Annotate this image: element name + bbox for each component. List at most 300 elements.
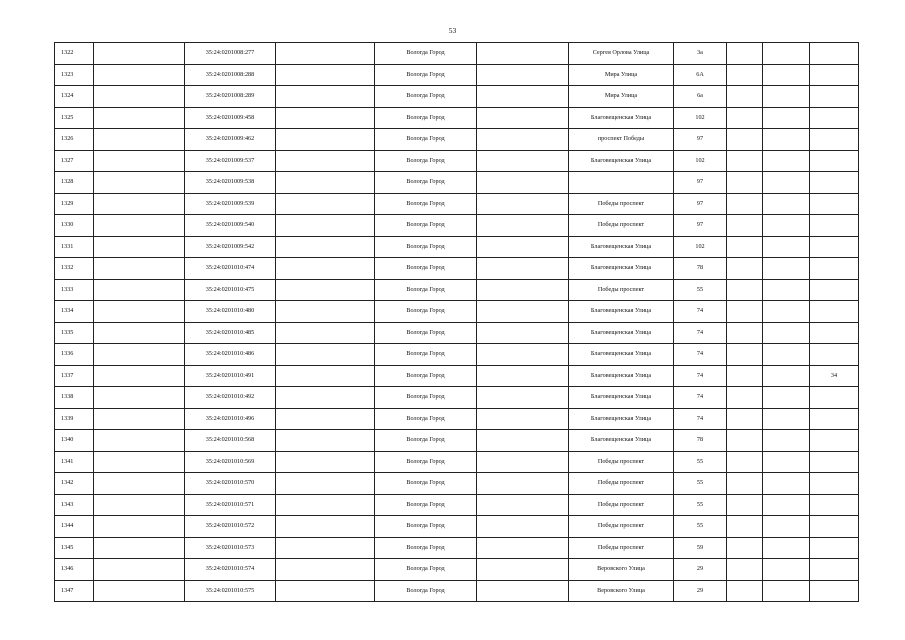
empty-cell (477, 473, 569, 495)
street-cell: Мира Улица (569, 64, 674, 86)
street-cell: Победы проспект (569, 516, 674, 538)
row-number-cell: 1331 (55, 236, 94, 258)
cadastral-number-cell: 35:24:0201009:537 (185, 150, 276, 172)
empty-cell (727, 172, 763, 194)
empty-cell (477, 580, 569, 602)
empty-cell (94, 150, 185, 172)
cadastral-number-cell: 35:24:0201010:496 (185, 408, 276, 430)
empty-cell (477, 537, 569, 559)
empty-cell (477, 236, 569, 258)
row-number-cell: 1345 (55, 537, 94, 559)
empty-cell (763, 537, 810, 559)
house-number-cell: 55 (674, 494, 727, 516)
table-row (55, 494, 859, 516)
extra-value-cell (810, 537, 859, 559)
street-cell: Победы проспект (569, 279, 674, 301)
empty-cell (727, 494, 763, 516)
row-number-cell: 1330 (55, 215, 94, 237)
empty-cell (727, 43, 763, 65)
empty-cell (94, 301, 185, 323)
empty-cell (727, 64, 763, 86)
table-row (55, 387, 859, 409)
row-number-cell: 1334 (55, 301, 94, 323)
empty-cell (477, 516, 569, 538)
empty-cell (477, 150, 569, 172)
cadastral-number-cell: 35:24:0201008:289 (185, 86, 276, 108)
empty-cell (477, 43, 569, 65)
locality-cell: Вологда Город (375, 301, 477, 323)
empty-cell (763, 580, 810, 602)
locality-cell: Вологда Город (375, 451, 477, 473)
street-cell: Благовещенская Улица (569, 236, 674, 258)
empty-cell (94, 344, 185, 366)
street-cell: Победы проспект (569, 193, 674, 215)
house-number-cell: 74 (674, 344, 727, 366)
empty-cell (727, 559, 763, 581)
empty-cell (94, 516, 185, 538)
cadastral-number-cell: 35:24:0201010:486 (185, 344, 276, 366)
empty-cell (276, 129, 375, 151)
row-number-cell: 1338 (55, 387, 94, 409)
empty-cell (763, 430, 810, 452)
empty-cell (727, 322, 763, 344)
cadastral-number-cell: 35:24:0201009:542 (185, 236, 276, 258)
cadastral-number-cell: 35:24:0201010:574 (185, 559, 276, 581)
table-row (55, 150, 859, 172)
extra-value-cell (810, 107, 859, 129)
cadastral-number-cell: 35:24:0201010:491 (185, 365, 276, 387)
empty-cell (94, 172, 185, 194)
row-number-cell: 1340 (55, 430, 94, 452)
table-row (55, 580, 859, 602)
table-row (55, 344, 859, 366)
table-row (55, 193, 859, 215)
street-cell: Сергея Орлова Улица (569, 43, 674, 65)
extra-value-cell (810, 387, 859, 409)
table-row (55, 322, 859, 344)
cadastral-number-cell: 35:24:0201010:575 (185, 580, 276, 602)
empty-cell (477, 86, 569, 108)
cadastral-number-cell: 35:24:0201010:572 (185, 516, 276, 538)
house-number-cell: 55 (674, 516, 727, 538)
extra-value-cell (810, 236, 859, 258)
street-cell: Благовещенская Улица (569, 150, 674, 172)
row-number-cell: 1324 (55, 86, 94, 108)
house-number-cell: 74 (674, 322, 727, 344)
empty-cell (727, 344, 763, 366)
street-cell: Благовещенская Улица (569, 430, 674, 452)
locality-cell: Вологда Город (375, 150, 477, 172)
house-number-cell: 6а (674, 86, 727, 108)
empty-cell (763, 193, 810, 215)
row-number-cell: 1322 (55, 43, 94, 65)
table-row (55, 473, 859, 495)
row-number-cell: 1346 (55, 559, 94, 581)
empty-cell (94, 129, 185, 151)
empty-cell (94, 193, 185, 215)
empty-cell (94, 64, 185, 86)
empty-cell (477, 559, 569, 581)
locality-cell: Вологда Город (375, 408, 477, 430)
street-cell: Веровского Улица (569, 580, 674, 602)
empty-cell (94, 451, 185, 473)
extra-value-cell (810, 451, 859, 473)
row-number-cell: 1332 (55, 258, 94, 280)
empty-cell (477, 365, 569, 387)
locality-cell: Вологда Город (375, 516, 477, 538)
table-row (55, 451, 859, 473)
empty-cell (763, 215, 810, 237)
street-cell: Благовещенская Улица (569, 387, 674, 409)
empty-cell (94, 322, 185, 344)
street-cell: Благовещенская Улица (569, 344, 674, 366)
empty-cell (727, 193, 763, 215)
empty-cell (763, 322, 810, 344)
house-number-cell: 3а (674, 43, 727, 65)
extra-value-cell: 34 (810, 365, 859, 387)
table-row (55, 107, 859, 129)
table-row (55, 408, 859, 430)
empty-cell (477, 129, 569, 151)
empty-cell (94, 107, 185, 129)
house-number-cell: 55 (674, 279, 727, 301)
house-number-cell: 29 (674, 580, 727, 602)
empty-cell (763, 451, 810, 473)
row-number-cell: 1344 (55, 516, 94, 538)
extra-value-cell (810, 559, 859, 581)
cadastral-number-cell: 35:24:0201010:568 (185, 430, 276, 452)
locality-cell: Вологда Город (375, 473, 477, 495)
empty-cell (94, 559, 185, 581)
cadastral-number-cell: 35:24:0201008:277 (185, 43, 276, 65)
cadastral-number-cell: 35:24:0201010:474 (185, 258, 276, 280)
locality-cell: Вологда Город (375, 387, 477, 409)
empty-cell (276, 86, 375, 108)
empty-cell (763, 516, 810, 538)
extra-value-cell (810, 279, 859, 301)
house-number-cell: 59 (674, 537, 727, 559)
row-number-cell: 1339 (55, 408, 94, 430)
extra-value-cell (810, 580, 859, 602)
street-cell: Победы проспект (569, 215, 674, 237)
empty-cell (94, 537, 185, 559)
empty-cell (477, 172, 569, 194)
locality-cell: Вологда Город (375, 430, 477, 452)
cadastral-number-cell: 35:24:0201010:571 (185, 494, 276, 516)
empty-cell (477, 451, 569, 473)
street-cell: Благовещенская Улица (569, 301, 674, 323)
empty-cell (763, 559, 810, 581)
empty-cell (276, 64, 375, 86)
table-row (55, 86, 859, 108)
street-cell (569, 172, 674, 194)
empty-cell (94, 365, 185, 387)
empty-cell (763, 86, 810, 108)
empty-cell (763, 408, 810, 430)
empty-cell (276, 365, 375, 387)
empty-cell (477, 322, 569, 344)
empty-cell (477, 408, 569, 430)
empty-cell (727, 451, 763, 473)
row-number-cell: 1323 (55, 64, 94, 86)
locality-cell: Вологда Город (375, 279, 477, 301)
empty-cell (727, 301, 763, 323)
empty-cell (94, 279, 185, 301)
empty-cell (276, 473, 375, 495)
house-number-cell: 78 (674, 258, 727, 280)
row-number-cell: 1347 (55, 580, 94, 602)
extra-value-cell (810, 473, 859, 495)
empty-cell (763, 107, 810, 129)
empty-cell (276, 279, 375, 301)
empty-cell (727, 516, 763, 538)
row-number-cell: 1336 (55, 344, 94, 366)
extra-value-cell (810, 408, 859, 430)
empty-cell (763, 279, 810, 301)
extra-value-cell (810, 494, 859, 516)
empty-cell (276, 387, 375, 409)
empty-cell (276, 408, 375, 430)
row-number-cell: 1335 (55, 322, 94, 344)
empty-cell (477, 344, 569, 366)
empty-cell (477, 387, 569, 409)
locality-cell: Вологда Город (375, 107, 477, 129)
empty-cell (276, 559, 375, 581)
locality-cell: Вологда Город (375, 236, 477, 258)
cadastral-number-cell: 35:24:0201010:570 (185, 473, 276, 495)
house-number-cell: 102 (674, 236, 727, 258)
extra-value-cell (810, 215, 859, 237)
empty-cell (727, 537, 763, 559)
empty-cell (727, 580, 763, 602)
empty-cell (276, 43, 375, 65)
row-number-cell: 1343 (55, 494, 94, 516)
empty-cell (276, 537, 375, 559)
house-number-cell: 55 (674, 473, 727, 495)
locality-cell: Вологда Город (375, 322, 477, 344)
empty-cell (727, 150, 763, 172)
row-number-cell: 1327 (55, 150, 94, 172)
empty-cell (477, 107, 569, 129)
extra-value-cell (810, 430, 859, 452)
empty-cell (477, 430, 569, 452)
empty-cell (477, 494, 569, 516)
street-cell: Благовещенская Улица (569, 258, 674, 280)
locality-cell: Вологда Город (375, 64, 477, 86)
street-cell: Победы проспект (569, 494, 674, 516)
cadastral-number-cell: 35:24:0201010:480 (185, 301, 276, 323)
empty-cell (763, 344, 810, 366)
empty-cell (763, 301, 810, 323)
cadastral-number-cell: 35:24:0201009:538 (185, 172, 276, 194)
empty-cell (276, 215, 375, 237)
empty-cell (477, 279, 569, 301)
table-row (55, 258, 859, 280)
house-number-cell: 102 (674, 107, 727, 129)
street-cell: Веровского Улица (569, 559, 674, 581)
empty-cell (276, 494, 375, 516)
empty-cell (763, 150, 810, 172)
empty-cell (727, 279, 763, 301)
street-cell: Мира Улица (569, 86, 674, 108)
table-row (55, 279, 859, 301)
locality-cell: Вологда Город (375, 193, 477, 215)
extra-value-cell (810, 258, 859, 280)
cadastral-number-cell: 35:24:0201010:492 (185, 387, 276, 409)
table-row (55, 537, 859, 559)
empty-cell (763, 365, 810, 387)
row-number-cell: 1342 (55, 473, 94, 495)
empty-cell (94, 580, 185, 602)
empty-cell (94, 215, 185, 237)
row-number-cell: 1328 (55, 172, 94, 194)
empty-cell (276, 107, 375, 129)
table-row (55, 129, 859, 151)
table-row (55, 301, 859, 323)
locality-cell: Вологда Город (375, 258, 477, 280)
empty-cell (276, 258, 375, 280)
empty-cell (727, 236, 763, 258)
empty-cell (276, 322, 375, 344)
street-cell: Благовещенская Улица (569, 365, 674, 387)
empty-cell (727, 258, 763, 280)
empty-cell (94, 236, 185, 258)
empty-cell (477, 64, 569, 86)
empty-cell (763, 473, 810, 495)
locality-cell: Вологда Город (375, 43, 477, 65)
house-number-cell: 6А (674, 64, 727, 86)
empty-cell (276, 430, 375, 452)
table-row (55, 430, 859, 452)
extra-value-cell (810, 516, 859, 538)
row-number-cell: 1333 (55, 279, 94, 301)
cadastral-number-cell: 35:24:0201010:475 (185, 279, 276, 301)
empty-cell (727, 107, 763, 129)
empty-cell (94, 258, 185, 280)
house-number-cell: 74 (674, 301, 727, 323)
locality-cell: Вологда Город (375, 215, 477, 237)
locality-cell: Вологда Город (375, 559, 477, 581)
extra-value-cell (810, 43, 859, 65)
extra-value-cell (810, 172, 859, 194)
house-number-cell: 78 (674, 430, 727, 452)
empty-cell (276, 193, 375, 215)
cadastral-number-cell: 35:24:0201010:485 (185, 322, 276, 344)
empty-cell (763, 236, 810, 258)
locality-cell: Вологда Город (375, 537, 477, 559)
empty-cell (276, 516, 375, 538)
row-number-cell: 1325 (55, 107, 94, 129)
table-row (55, 215, 859, 237)
extra-value-cell (810, 64, 859, 86)
cadastral-number-cell: 35:24:0201009:540 (185, 215, 276, 237)
extra-value-cell (810, 344, 859, 366)
cadastral-number-cell: 35:24:0201009:458 (185, 107, 276, 129)
cadastral-number-cell: 35:24:0201010:573 (185, 537, 276, 559)
street-cell: Благовещенская Улица (569, 107, 674, 129)
empty-cell (727, 129, 763, 151)
empty-cell (763, 258, 810, 280)
empty-cell (763, 129, 810, 151)
empty-cell (763, 64, 810, 86)
cadastral-number-cell: 35:24:0201008:288 (185, 64, 276, 86)
row-number-cell: 1341 (55, 451, 94, 473)
row-number-cell: 1337 (55, 365, 94, 387)
house-number-cell: 74 (674, 365, 727, 387)
table-row (55, 64, 859, 86)
house-number-cell: 97 (674, 193, 727, 215)
empty-cell (477, 215, 569, 237)
empty-cell (94, 86, 185, 108)
street-cell: Победы проспект (569, 451, 674, 473)
house-number-cell: 74 (674, 408, 727, 430)
empty-cell (94, 473, 185, 495)
empty-cell (763, 387, 810, 409)
table-body (55, 43, 859, 602)
street-cell: Победы проспект (569, 537, 674, 559)
empty-cell (763, 494, 810, 516)
house-number-cell: 55 (674, 451, 727, 473)
extra-value-cell (810, 86, 859, 108)
empty-cell (727, 387, 763, 409)
street-cell: Благовещенская Улица (569, 322, 674, 344)
empty-cell (763, 172, 810, 194)
locality-cell: Вологда Город (375, 494, 477, 516)
empty-cell (276, 172, 375, 194)
house-number-cell: 97 (674, 172, 727, 194)
empty-cell (477, 301, 569, 323)
house-number-cell: 97 (674, 215, 727, 237)
table-row (55, 172, 859, 194)
street-cell: Благовещенская Улица (569, 408, 674, 430)
locality-cell: Вологда Город (375, 86, 477, 108)
empty-cell (727, 215, 763, 237)
empty-cell (727, 365, 763, 387)
extra-value-cell (810, 301, 859, 323)
locality-cell: Вологда Город (375, 344, 477, 366)
empty-cell (727, 473, 763, 495)
street-cell: Победы проспект (569, 473, 674, 495)
cadastral-number-cell: 35:24:0201010:569 (185, 451, 276, 473)
locality-cell: Вологда Город (375, 580, 477, 602)
house-number-cell: 97 (674, 129, 727, 151)
empty-cell (727, 86, 763, 108)
empty-cell (276, 301, 375, 323)
cadastral-number-cell: 35:24:0201009:539 (185, 193, 276, 215)
table-row (55, 365, 859, 387)
empty-cell (477, 258, 569, 280)
extra-value-cell (810, 150, 859, 172)
house-number-cell: 102 (674, 150, 727, 172)
row-number-cell: 1329 (55, 193, 94, 215)
locality-cell: Вологда Город (375, 172, 477, 194)
empty-cell (276, 150, 375, 172)
empty-cell (276, 236, 375, 258)
empty-cell (727, 408, 763, 430)
empty-cell (276, 580, 375, 602)
empty-cell (94, 43, 185, 65)
empty-cell (276, 344, 375, 366)
extra-value-cell (810, 129, 859, 151)
street-cell: проспект Победы (569, 129, 674, 151)
empty-cell (727, 430, 763, 452)
house-number-cell: 29 (674, 559, 727, 581)
empty-cell (477, 193, 569, 215)
empty-cell (276, 451, 375, 473)
table-row (55, 236, 859, 258)
table-row (55, 559, 859, 581)
locality-cell: Вологда Город (375, 365, 477, 387)
